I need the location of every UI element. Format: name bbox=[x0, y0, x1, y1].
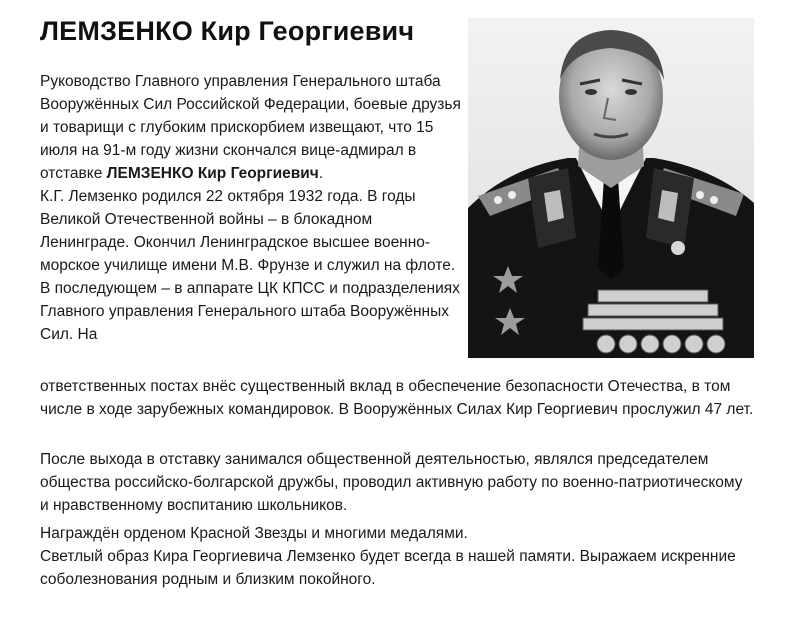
text-block-biography-end bbox=[40, 375, 755, 421]
text-block-upper bbox=[40, 70, 465, 346]
announcement-text: Руководство Главного управления Генерального штаба Вооружённых Сил Российской Федерации, боевые друзья и товарищи с глубоким прискорбием извещают, что 15 июля на 91-м году жизни скончался вице-адмирал в отставке bbox=[40, 73, 461, 182]
paragraph-announcement bbox=[40, 70, 465, 185]
text-block-retirement bbox=[40, 448, 755, 517]
announcement-name: ЛЕМЗЕНКО Кир Георгиевич bbox=[106, 165, 319, 182]
paragraph-awards: Награждён орденом Красной Звезды и многими медалями. bbox=[40, 525, 468, 542]
paragraph-condolences: Светлый образ Кира Георгиевича Лемзенко будет всегда в нашей памяти. Выражаем искренние соболезнования родным и близким покойного. bbox=[40, 548, 736, 588]
paragraph-biography-start: К.Г. Лемзенко родился 22 октября 1932 года. В годы Великой Отечественной войны – в блокадном Ленинграде. Окончил Ленинградское высшее военно-морское училище имени М.В. Фрунзе и служил на флоте. В последующем – в аппарате ЦК КПСС и подразделениях Главного управления Генерального штаба Вооружённых Сил. На bbox=[40, 188, 460, 343]
paragraph-biography-end: ответственных постах внёс существенный вклад в обеспечение безопасности Отечества, в том числе в ходе зарубежных командировок. В Вооружённых Силах Кир Георгиевич прослужил 47 лет. bbox=[40, 378, 754, 418]
portrait-photo bbox=[468, 18, 754, 358]
page-title: ЛЕМЗЕНКО Кир Георгиевич bbox=[40, 16, 415, 46]
paragraph-retirement: После выхода в отставку занимался общественной деятельностью, являлся председателем общества российско-болгарской дружбы, проводил активную работу по военно-патриотическому и нравственному воспитанию школьников. bbox=[40, 451, 743, 514]
text-block-closing bbox=[40, 522, 755, 591]
announcement-suffix: . bbox=[318, 165, 324, 182]
portrait-illustration bbox=[468, 18, 754, 358]
